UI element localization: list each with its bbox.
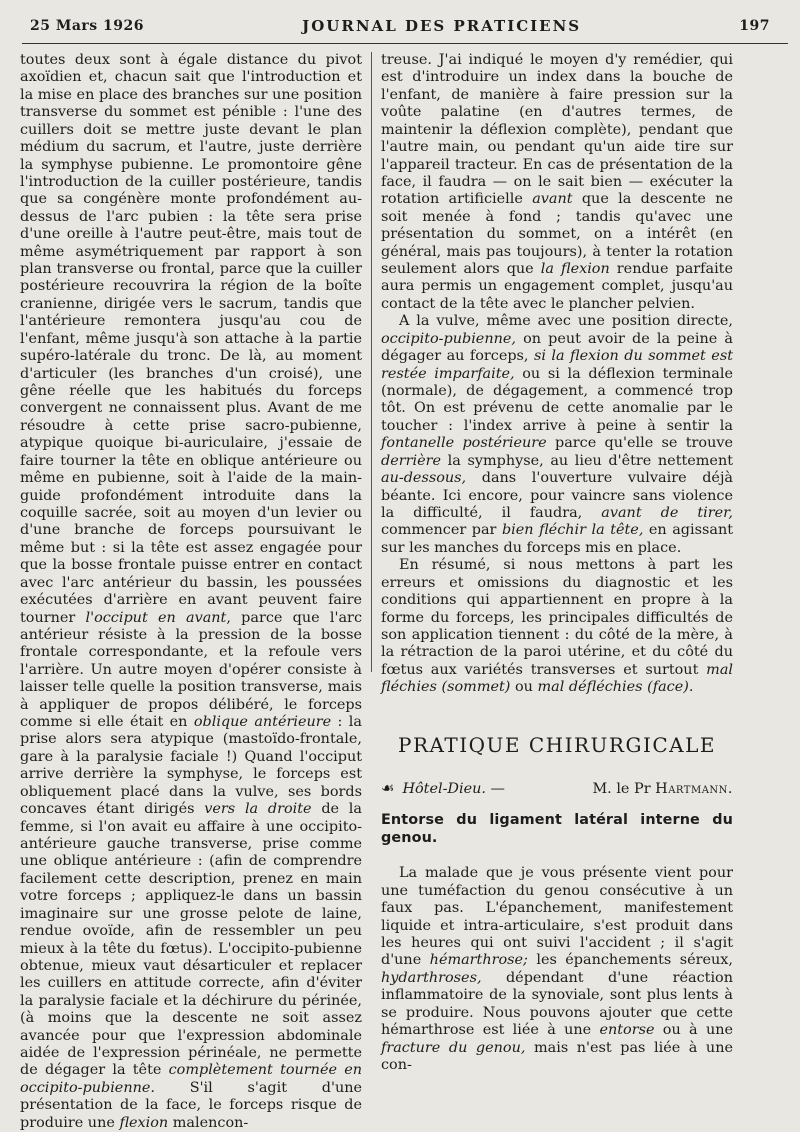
text-run: de la femme, si l'on avait eu affaire à une occipito-antérieure gauche transverse, prise comme une oblique antérieure : (afin de comprendre facilement cette description, prenez en main votre forceps ; appliquez-le dans un bassin imaginaire sur une grosse pelote de laine, rendue ovoïde, afin de ressembler un peu mieux à la tête du fœtus). L'occipito-pubienne obtenue, mieux vaut désarticuler et replacer les cuillers en attitude correcte, afin d'éviter la paralysie faciale et la déchirure du périnée, (à moins que la descente ne soit assez avancée pour que l'expression abdominale aidée de l'expression périnéale, ne permette de dégager la tête bbox=[20, 801, 362, 1079]
italic-run: oblique antérieure bbox=[193, 714, 332, 731]
italic-run: la flexion bbox=[540, 261, 610, 278]
professor-name: Hartmann. bbox=[655, 780, 733, 797]
italic-run: fracture du genou, bbox=[381, 1039, 526, 1056]
left-paragraph bbox=[20, 52, 362, 1132]
issue-date: 25 Mars 1926 bbox=[30, 18, 145, 34]
header-rule bbox=[22, 43, 788, 44]
right-paragraph-4 bbox=[381, 865, 733, 1074]
italic-run: hémarthrose; bbox=[429, 952, 528, 969]
italic-run: bien fléchir la tête, bbox=[501, 522, 644, 539]
hospital-name: Hôtel-Dieu. bbox=[402, 781, 486, 798]
text-run: treuse. J'ai indiqué le moyen d'y remédier, qui est d'introduire un index dans la bouche de l'enfant, de manière à faire pression sur la voûte palatine (en d'autres termes, de maintenir la déflexion complète), pendant que l'autre main, ou pendant qu'un aide tire sur l'appareil tracteur. En cas de présentation de la face, il faudra — on le sait bien — exécuter la rotation artificielle bbox=[381, 52, 733, 208]
italic-run: fontanelle postérieure bbox=[381, 435, 547, 452]
text-run: S'il s'agit d'une présentation de la face, le forceps risque de produire une bbox=[20, 1079, 362, 1131]
text-run: dans l'ouverture vulvaire déjà béante. Ici encore, pour vaincre sans violence la difficulté, il faudra, bbox=[381, 470, 733, 521]
text-run: dépendant d'une réaction inflammatoire de la synoviale, sont plus lents à se produire. Nous pouvons ajouter que cette hémarthrose est liée à une bbox=[381, 969, 733, 1039]
text-run: que la descente ne soit menée à fond ; tandis qu'avec une présentation du sommet, on a intérêt (en général, mais pas toujours), à tenter la rotation seulement alors que bbox=[381, 191, 733, 278]
italic-run: complètement tournée en occipito-pubienne. bbox=[20, 1062, 363, 1096]
italic-run: avant bbox=[532, 191, 573, 208]
italic-run: l'occiput en avant bbox=[85, 609, 227, 626]
text-run: parce qu'elle se trouve bbox=[546, 435, 733, 452]
text-run: la symphyse, au lieu d'être nettement bbox=[441, 452, 733, 469]
italic-run: au-dessous, bbox=[381, 470, 467, 487]
text-run: malencon- bbox=[168, 1114, 249, 1131]
left-column bbox=[20, 52, 363, 1131]
right-paragraph-3 bbox=[381, 557, 733, 696]
italic-run: mal défléchies (face). bbox=[537, 679, 694, 696]
italic-run: si la flexion du sommet est restée imparfaite, bbox=[381, 348, 733, 382]
italic-run: vers la droite bbox=[204, 801, 312, 818]
professor-prefix: M. le Pr bbox=[592, 780, 651, 797]
hospital-line bbox=[381, 780, 505, 798]
section-title: PRATIQUE CHIRURGICALE bbox=[398, 732, 716, 757]
italic-run: hydarthroses, bbox=[381, 969, 482, 986]
italic-run: avant de tirer, bbox=[601, 504, 733, 521]
text-run: En résumé, si nous mettons à part les erreurs et omissions du diagnostic et les conditions qui appartiennent en propre à la forme du forceps, les principales difficultés de son application tiennent : du côté de la mère, à la rétraction de la paroi utérine, et du côté du fœtus aux variétés transverses et surtout bbox=[381, 557, 733, 678]
page-number: 197 bbox=[739, 18, 770, 34]
column-divider bbox=[371, 52, 372, 672]
text-run: A la vulve, même avec une position directe, bbox=[399, 313, 733, 330]
italic-run: occipito-pubienne, bbox=[381, 330, 516, 347]
text-run: ou si la déflexion terminale (normale), de dégagement, a commencé trop tôt. On est prévenu de cette anomalie par le toucher : l'index arrive à peine à sentir la bbox=[381, 365, 733, 434]
lecture-byline bbox=[381, 780, 733, 798]
right-paragraph-2 bbox=[381, 313, 733, 557]
professor-line bbox=[592, 781, 733, 798]
text-run: , parce que l'arc antérieur résiste à la pression de la bosse frontale correspondante, et la refoule vers l'arrière. Un autre moyen d'opérer consiste à laisser telle quelle la position transverse, mais à appliquer de propos délibéré, le forceps comme si elle était en bbox=[20, 609, 363, 731]
text-run: ou à une bbox=[654, 1022, 733, 1039]
italic-run: flexion bbox=[119, 1114, 169, 1131]
hospital-ornament-icon: ☙ bbox=[381, 779, 395, 798]
text-run: toutes deux sont à égale distance du pivot axoïdien et, chacun sait que l'introduction et la mise en place des branches sur une position transverse du sommet est pénible : l'une des cuillers doit se mettre juste devant le plan médium du sacrum, et l'autre, juste derrière la symphyse pubienne. Le promontoire gêne l'introduction de la cuiller postérieure, tandis que sa congénère monte profondément au-dessus de l'arc pubien : la tête sera prise d'une oreille à l'autre peut-être, mais tout de même asymétriquement par rapport à son plan transverse ou frontal, parce que la cuiller postérieure recouvrira la région de la boîte cranienne, dirigée vers le sacrum, tandis que l'antérieure remontera jusqu'au cou de l'enfant, même jusqu'à son attache à la partie supéro-latérale du tronc. De là, au moment d'articuler (les branches d'un croisé), une gêne réelle que les habitués du forceps convergent ne connaissent plus. Avant de me résoudre à cette prise sacro-pubienne, atypique quoique bi-auriculaire, j'essaie de faire tourner la tête en oblique antérieure ou même en pubienne, soit à l'aide de la main-guide profondément introduite dans la coquille sacrée, soit au moyen d'un levier ou d'une branche de forceps poursuivant le même but : si la tête est assez engagée pour que la bosse frontale puisse entrer en contact avec l'arc antérieur du bassin, les poussées exécutées d'arrière en avant peuvent faire tourner bbox=[20, 52, 362, 626]
italic-run: derrière bbox=[381, 452, 442, 469]
italic-run: entorse bbox=[599, 1022, 655, 1039]
text-run: on peut avoir de la peine à dégager au forceps, bbox=[381, 330, 733, 365]
right-column bbox=[381, 52, 733, 1073]
text-run: commencer par bbox=[381, 522, 502, 539]
right-paragraph-1 bbox=[381, 52, 733, 313]
text-run: La malade que je vous présente vient pour une tuméfaction du genou consécutive à un faux pas. L'épanchement, manifestement liquide et intra-articulaire, s'est produit dans les heures qui ont suivi l'accident ; il s'agit d'une bbox=[381, 865, 733, 969]
text-run: rendue parfaite aura permis un engagement complet, jusqu'au contact de la tête avec le plancher pelvien. bbox=[381, 261, 733, 312]
italic-run: mal fléchies (sommet) bbox=[381, 661, 733, 696]
journal-title: JOURNAL DES PRATICIENS bbox=[302, 17, 582, 35]
text-run: en agissant sur les manches du forceps mis en place. bbox=[381, 522, 733, 556]
text-run: : la prise alors sera atypique (mastoïdo-frontale, gare à la paralysie faciale !) Quand l'occiput arrive derrière la symphyse, le forceps est obliquement placé dans la vulve, ses bords concaves étant dirigés bbox=[20, 714, 362, 818]
running-header bbox=[30, 14, 770, 38]
byline-dash: — bbox=[490, 781, 505, 798]
text-run: ou bbox=[510, 679, 538, 696]
text-run: mais n'est pas liée à une con- bbox=[381, 1039, 733, 1073]
lesson-title: Entorse du ligament latéral interne du genou. bbox=[381, 812, 733, 846]
text-run: les épanchements séreux, bbox=[527, 952, 733, 969]
